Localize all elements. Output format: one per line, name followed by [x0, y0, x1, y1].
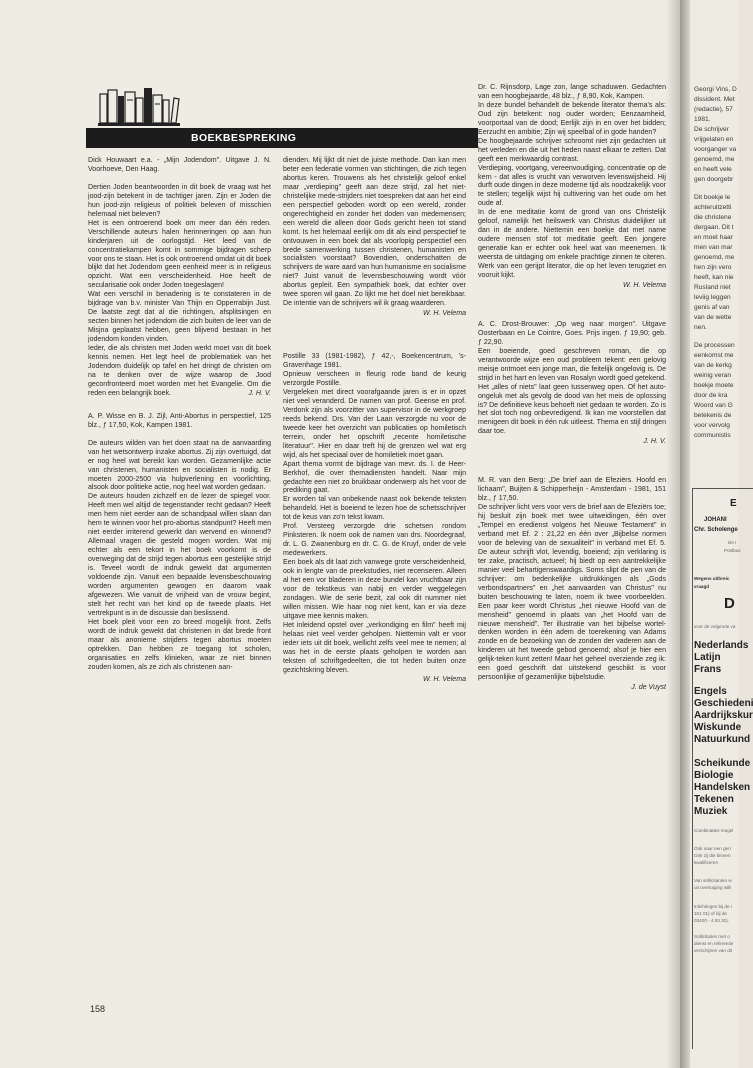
next-page-line: en moet haar [694, 234, 733, 241]
ad-letter: D [724, 595, 735, 612]
ad-note: Ook zij die binnen [694, 853, 731, 858]
next-page-line: gen doorgebr [694, 176, 734, 183]
ad-note: 151 01) of bij de [694, 911, 727, 916]
review-body: A. C. Drost-Brouwer: „Op weg naar morgen". Uitgave Oosterbaan en Le Cointre, Goes. Prijs ingen. ƒ 19,90; geb. ƒ 22,90. Een boeiende, goed geschreven roman, die op verantwoorde wijze een oud probleem tekent: een gelovig meisje ontmoet een jonge man, die feitelijk ongelovig is. De strijd in het hart en leven van Rosalyn wordt goed getekend. Het „alles of niets" laat geen tussenweg open. Of het auto-ongeluk met als gevolg de dood van het meis de oplossing is? De definitieve keus behoeft niet gedaan te worden. Zo is het slot toch nog onbevredigend. Ik kan me voorstellen dat menigeen dit boek in één ruk uitleest. Thema en stijl dringen daar toe. [478, 320, 666, 436]
ad-note: Van sollicitanten w [694, 878, 732, 883]
review-body [88, 184, 271, 399]
ad-intro: vraagd [694, 584, 710, 589]
next-page-line: men van mar [694, 244, 733, 251]
next-page-line: van de wette [694, 314, 732, 321]
ad-note: uit overtuiging willi [694, 885, 732, 890]
next-page-line: heeft, kan nie [694, 274, 734, 281]
review-column-1 [88, 157, 271, 681]
review-body: dienden. Mij lijkt dit niet de juiste methode. Dan kan men beter een federatie vormen van stichtingen, die zich tegen abortus keren. Trouwens als het christelijk geloof enkel maar „verdieping" geeft aan deze strijd, zal het niet-christelijke mede-strijders niet toespreken dat aan het eind een perspectief geboden wordt op een wereld, zonder ongerechtigheid en zonder het doden van medemensen; een wereld die alleen door Gods gericht heen tot stand komt. Is het helemaal eerlijk om dit als eind perspectief te ontvouwen in een boek dat als voorlopig perspectief een brede samenwerking tussen christenen, humanisten en socialisten voorstaat? Bovendien, onderschatten de schrijvers de ware aard van hun humanisme en socialisme niet? Juist vanuit de levensbeschouwing wordt vóór abortus gepleit. Een sympathiek boek, dat echter over twee sporen wil gaan. Zo lijkt me het doel niet bereikbaar. De intentie van de schrijvers wil ik graag waarderen. [283, 157, 466, 308]
ad-note: Combinaties mogel [694, 828, 734, 833]
next-page-line: Rusland niet [694, 284, 731, 291]
section-banner [86, 128, 478, 148]
next-page-line: Woord van G [694, 402, 733, 409]
next-page-line: genoemd, me [694, 254, 735, 261]
next-page-line: Georgi Vins, D [694, 86, 737, 93]
ad-subject: Scheikunde [694, 758, 751, 769]
next-page-line: dergaan. Dit t [694, 224, 734, 231]
next-page-edge [690, 0, 753, 1068]
book-gutter [680, 0, 690, 1068]
next-page-line: weinig veran [694, 372, 732, 379]
next-page-line: boekje moete [694, 382, 734, 389]
ad-subject: Biologie [694, 770, 734, 781]
ad-note: Inlichtingen bij de i [694, 904, 732, 909]
ad-address: Postbus [724, 548, 741, 553]
reviewer-signature: W. H. Velema [423, 676, 466, 684]
review-column-3 [478, 84, 666, 693]
review-heading: Dick Houwaart e.a. - „Mijn Jodendom". Uitgave J. N. Voorhoeve, Den Haag. [88, 157, 271, 173]
next-page-line: nen. [694, 324, 707, 331]
review-body: M. R. van den Berg: „De brief aan de Efeziërs. Hoofd en lichaam", Buijten & Schipperheijn - Amsterdam - 1981, 151 blz., ƒ 17,50. De schrijver licht vers voor vers de brief aan de Efeziërs toe; hij besluit zijn boek met twee uitweidingen, één over „Tempel en eredienst volgens het Nieuwe Testament" in verband met Ef. 2 : 21,22 en één over „Bijbelse normen voor de beleving van de sexualiteit" in verband met Ef. 5. De auteur schrijft vlot, levendig, boeiend; zijn verklaring is ter zake, practisch, actueel; hij biedt op een aantrekkelijke manier veel behartigenswaardigs. Soms slipt de pen van de schrijver: om bedenkelijke uitdrukkingen als „Gods verbondspartners" en „het aanvaarden van Christus" nu buiten beschouwing te laten, noem ik twee voorbeelden. Een paar keer wordt Christus „het nieuwe Hoofd van de mensheid" genoemd in plaats van „het Hoofd van de nieuwe mensheid". Ter illustratie van het bijbelse wortel-denken worden in één adem de toerekening van Adams zonde en de bezoeking van de zonden der vaderen aan de kinderen uit het tweede gebod genoemd; alsof je hier een gelijk-teken kunt zetten! Maar het geheel overziende zeg ik: een goed geschrift dat uitstekend geschikt is voor persoonlijke of gezamenlijke bijbelstudie. [478, 477, 666, 682]
ad-subline: voor de volgende va [694, 624, 736, 629]
ad-intro: Wegens uitbreic [694, 576, 730, 581]
page-number: 158 [90, 1004, 106, 1014]
review-text: Dertien Joden beantwoorden in dit boek de vraag wat het jood-zijn betekent in de tachtiger jaren. Zijn er Joden die hun jood-zijn religieus of politiek beleven of misschien helemaal niet beleven? Het is een ontroerend boek om meer dan één reden. Verschillende auteurs halen herinneringen op aan hun kinderjaren uit de oorlogstijd. Het leed van de concentratiekampen komt in sommige bijdragen scherp voor ons te staan. Het is ook ontroerend omdat uit dit boek blijkt dat het Jodendom geen eenheid meer is in religieus opzicht. Wat een verscheidenheid. Hoe heeft de secularisatie ook onder Joden toegeslagen! Wat een verschil in benadering is te constateren in de bijdrage van b.v. minister Van Thijn en Opperrabijn Just. De laatste zegt dat al die richtingen, afsplitsingen en secten binnen het jodendom die zich buiten de leer van de Misjna geplaatst hebben, geen blijvend bestaan in het jodendom konden vinden. Ieder, die als christen met Joden werkt moet van dit boek kennis nemen. Het legt heel de problematiek van het Jodendom duidelijk op tafel en het dringt de christen om na te denken over de wijze waarop de Jood geconfronteerd moet worden met het Evangelie. Om die reden een belangrijk boek. [88, 183, 271, 397]
ad-school-name: JOHANI [704, 517, 727, 523]
next-page-line: van de kerkg [694, 362, 732, 369]
next-page-line: De processen [694, 342, 735, 349]
ad-subject: Natuurkund [694, 734, 751, 745]
next-page-line: communistis [694, 432, 731, 439]
section-title: BOEKBESPREKING [191, 132, 297, 144]
ad-note: kwalificeren [694, 860, 718, 865]
next-page-line: eenkomst me [694, 352, 734, 359]
ad-note: Sollicitaties met o [694, 934, 730, 939]
reviewer-signature: J. H. V. [248, 389, 271, 397]
reviewer-signature: J. H. V. [643, 438, 666, 446]
ad-subject: Aardrijkskur [694, 710, 753, 721]
ad-address: De I [728, 540, 737, 545]
next-page-line: en heeft vele [694, 166, 732, 173]
next-page-line: voor vervolg [694, 422, 730, 429]
reviewer-signature: W. H. Velema [423, 310, 466, 318]
review-column-2 [283, 157, 466, 685]
ad-letter: E [730, 498, 737, 509]
ad-subject: Latijn [694, 652, 721, 663]
review-body: Postille 33 (1981-1982), ƒ 42,-, Boekencentrum, 's-Gravenhage 1981. Opnieuw verscheen in fleurig rode band de keurig verzorgde Postille. Vergeleken met direct voorafgaande jaren is er in opzet niet veel veranderd. De namen van prof. Geense en prof. Verdonk zijn als voorzitter van supervisor in de werkgroep reeds bekend. Drs. Van der Laan verzorgde nu voor de tweede keer het overzicht van publicaties op homiletisch terrein, onder het opschrift „recente homiletische literatuur". Hier en daar treft hij de grenzen wel wat erg wijd, als het speciaal over de homiletiek moet gaan. Apart thema vormt de bijdrage van mevr. ds. I. de Heer-Berkhof, die over themadiensten handelt. Naar mijn gedachte een niet zo bruikbaar onderwerp als het voor de prediking gaat. Er worden tal van onbekende naast ook bekende teksten behandeld. Het is boeiend te lezen hoe de schetsschrijver tot de keus van zo'n tekst kwam. Prof. Versteeg verzorgde drie schetsen rondom Pinksteren. Ik noem ook de namen van drs. Noordegraaf, dr. L. G. Zwanenburg en dr. C. G. de Kruyf, onder de vele medewerkers. Een boek als dit laat zich vanwege grote verscheidenheid, ook in lengte van de preekstudies, niet recenseren. Alleen al het een vor bladeren in deze bundel kan vruchtbaar zijn voor de tekstkeus van nabij en verder weggelegen zondagen. Wie de serie bezit, zal ook dit nummer niet willen missen. Wie haar nog niet kent, kan er via deze uitgave mee kennis maken. Het inleidend opstel over „verkondiging en film" heeft mij helaas niet veel verder geholpen. Niettemin valt er voor ieder iets uit dit boek, wellicht zelfs veel mee te nemen; al was het in de eerste plaats geholpen te worden aan teksten of schriftgedeelten, die tot heden buiten onze gezichtskring bleven. [283, 353, 466, 674]
next-page-line: vrijgelaten en [694, 136, 734, 143]
next-page-line: leviig leggen [694, 294, 731, 301]
review-body: Dr. C. Rijnsdorp, Lage zon, lange schaduwen. Gedachten van een hoogbejaarde, 48 blz., ƒ 8,90, Kok, Kampen. In deze bundel behandelt de bekende literator thema's als: Oud zijn betekent: nog ouder worden; Eenzaamheid, voorportaal van de dood; Eerlijk zijn in en over het bidden; Eerzucht en ambitie; Zijn wij speelbal of in gode handen? De hoogbejaarde schrijver schroomt niet zijn gedachten uit het verleden en die uit het heden naast elkaar te zetten. Dat geeft een merkwaardig contrast. Verdieping, voortgang, vereenvoudiging, concentratie op de kern - dat alles is vrucht van verworven levenswijsheid. Hij durft oude dingen in deze moderne tijd als noodzakelijk voor te stellen; tegelijk wijst hij cultivering van het oude om het oude af. In de ene meditatie komt de grond van ons Christelijk geloof, namelijk het heilswerk van Christus duidelijker uit dan in de andere. Niettemin een boekje dat met name oudere mensen stof tot meditatie geeft. Een jongere generatie kan er echter ook heel wat van meenemen. Ik weersta de uitdaging om enkele prachtige zinnen te citeren. Werk van een gerijpt literator, die op het leven terugziet en vooruit kijkt. [478, 84, 666, 280]
reviewer-signature: J. de Vuyst [631, 684, 666, 692]
next-page-line: achteruitzetti [694, 204, 732, 211]
review-body: De auteurs wilden van het doen staat na de aanvaarding van het wetsontwerp inzake abortus. Zij zijn overtuigd, dat er nog heel wat bereikt kan worden. Gezamenlijke actie van christenen, humanisten en socialisten is nodig. Er moeten 2000-2500 via hulpverlening en voorlichting, alsook door politieke actie, nog heel wat worden gedaan. De auteurs houden zichzelf en de lezer de spiegel voor. Heeft men wel altijd de tegenstander recht gedaan? Heeft men hem niet eerder aan de schandpaal willen slaan dan hem te winnen voor het pro-abortus standpunt? Heeft men niet eerder irriterend gewerkt dan wervend en winnend? Allemaal vragen die gesteld mogen worden. Wat mij echter als een tekort in het boek voorkomt is de overweging dat de strijd tegen abortus een gestelijke strijd is. Teveel wordt de indruk gewekt dat argumenten voldoende zijn. Vanuit een bepaalde levensbeschouwing worden argumenten gewogen en daarom vaak afgewezen. Wie vanuit de vrijheid van de vrouw begint, stelt het recht van het kind op de tweede plaats. Het vertrekpunt is in de discussie dan beslissend. Het boek pleit voor een zo breed mogelijk front. Zelfs wordt de indruk gewekt dat christenen in dat brede front maar als anonieme strijders tegen abortus moeten optrekken. Dan hebben ze toegang tot scholen, organisaties en zelfs klinieken, waar ze niet binnen zouden komen, als ze zich als christenen aan- [88, 439, 271, 671]
ad-subject: Frans [694, 664, 722, 675]
next-page-line: dissident. Met [694, 96, 735, 103]
review-heading: A. P. Wisse en B. J. Zijl, Anti-Abortus in perspectief, 125 blz., ƒ 17,50, Kok, Kampen 1981. [88, 412, 271, 429]
ad-note: Ook naar een geri [694, 846, 731, 851]
next-page-line: betekenis de [694, 412, 732, 419]
ad-subject: Nederlands [694, 640, 749, 651]
next-page-line: hen zijn vero [694, 264, 732, 271]
next-page-line: genis af van [694, 304, 730, 311]
next-page-line: Dit boekje le [694, 194, 731, 201]
next-page-line: 1981. [694, 116, 711, 123]
ad-subject: Geschiedeni [694, 698, 753, 709]
ad-subject: Muziek [694, 806, 728, 817]
next-page-line: door de kra [694, 392, 728, 399]
ad-note: verschijnen van dit [694, 948, 733, 953]
next-page-line: De schrijver [694, 126, 729, 133]
reviewer-signature: W. H. Velema [623, 281, 666, 289]
ad-school-line: Chr. Scholenge [694, 527, 738, 533]
next-page-line: (redactie), 57 [694, 106, 733, 113]
ad-subject: Handelsken [694, 782, 751, 793]
ad-subject: Wiskunde [694, 722, 742, 733]
next-page-line: die christene [694, 214, 732, 221]
bookshelf-illustration [98, 86, 180, 128]
ad-note: dienst en referentie [694, 941, 734, 946]
ad-note: 03420 - 4 93 31). [694, 918, 729, 923]
ad-subject: Engels [694, 686, 727, 697]
ad-subject: Tekenen [694, 794, 734, 805]
next-page-line: voorganger va [694, 146, 737, 153]
next-page-line: genoemd, me [694, 156, 735, 163]
